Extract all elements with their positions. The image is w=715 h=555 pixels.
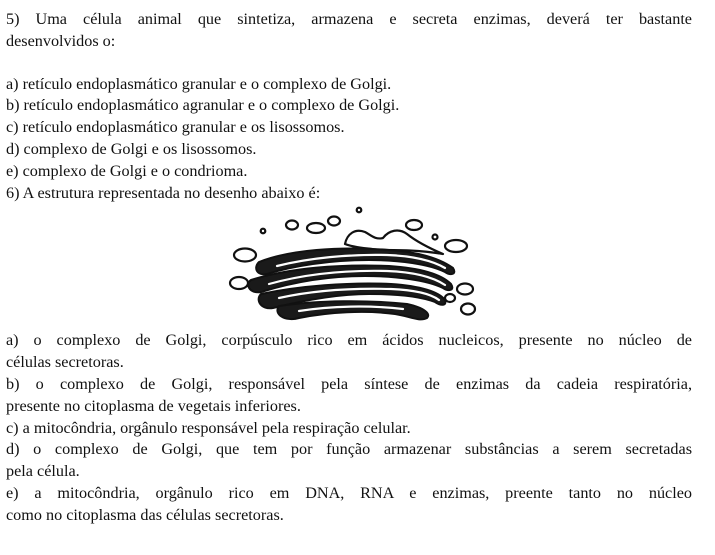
vesicle-icon (445, 294, 455, 302)
question-6-option-b-line-2: presente no citoplasma de vegetais inferiores. (6, 396, 301, 415)
vesicle-icon (328, 217, 340, 226)
vesicle-icon (261, 229, 266, 234)
question-5-option-b: b) retículo endoplasmático agranular e o complexo de Golgi. (6, 96, 400, 115)
golgi-figure (6, 204, 692, 330)
vesicle-icon (357, 208, 362, 213)
vesicle-icon (433, 235, 438, 240)
spacer (6, 53, 692, 74)
question-6-option-a-line-2: células secretoras. (6, 353, 124, 372)
vesicle-icon (230, 277, 248, 289)
golgi-apparatus-icon (219, 204, 489, 330)
document-page (6, 9, 692, 527)
vesicle-icon (406, 220, 422, 230)
question-5-option-c: c) retículo endoplasmático granular e os lisossomos. (6, 118, 345, 137)
vesicle-icon (461, 304, 475, 315)
question-5-stem-line-1: 5) Uma célula animal que sintetiza, armazena e secreta enzimas, deverá ter bastante (6, 10, 692, 28)
question-6-option-e-line-2: como no citoplasma das células secretoras. (6, 505, 284, 524)
question-6-option-c: c) a mitocôndria, orgânulo responsável pela respiração celular. (6, 418, 411, 437)
question-5-option-a: a) retículo endoplasmático granular e o complexo de Golgi. (6, 74, 392, 93)
question-5-option-e: e) complexo de Golgi e o condrioma. (6, 161, 248, 180)
question-6 (6, 183, 692, 527)
question-6-option-d-line-2: pela célula. (6, 462, 80, 481)
question-5-option-d: d) complexo de Golgi e os lisossomos. (6, 139, 257, 158)
vesicle-icon (234, 249, 256, 262)
question-5 (6, 9, 692, 183)
vesicle-icon (457, 284, 473, 295)
question-6-stem: 6) A estrutura representada no desenho abaixo é: (6, 183, 321, 202)
question-6-option-a-line-1: a) o complexo de Golgi, corpúsculo rico em ácidos nucleicos, presente no núcleo de (6, 331, 692, 350)
question-6-option-e-line-1: e) a mitocôndria, orgânulo rico em DNA, RNA e enzimas, preente tanto no núcleo (6, 483, 692, 502)
vesicle-icon (286, 221, 298, 230)
vesicle-icon (307, 223, 325, 233)
question-5-stem-line-2: desenvolvidos o: (6, 31, 116, 50)
vesicle-icon (445, 240, 467, 252)
question-6-option-b-line-1: b) o complexo de Golgi, responsável pela síntese de enzimas da cadeia respiratória, (6, 374, 692, 393)
question-6-option-d-line-1: d) o complexo de Golgi, que tem por função armazenar substâncias a serem secretadas (6, 440, 692, 459)
